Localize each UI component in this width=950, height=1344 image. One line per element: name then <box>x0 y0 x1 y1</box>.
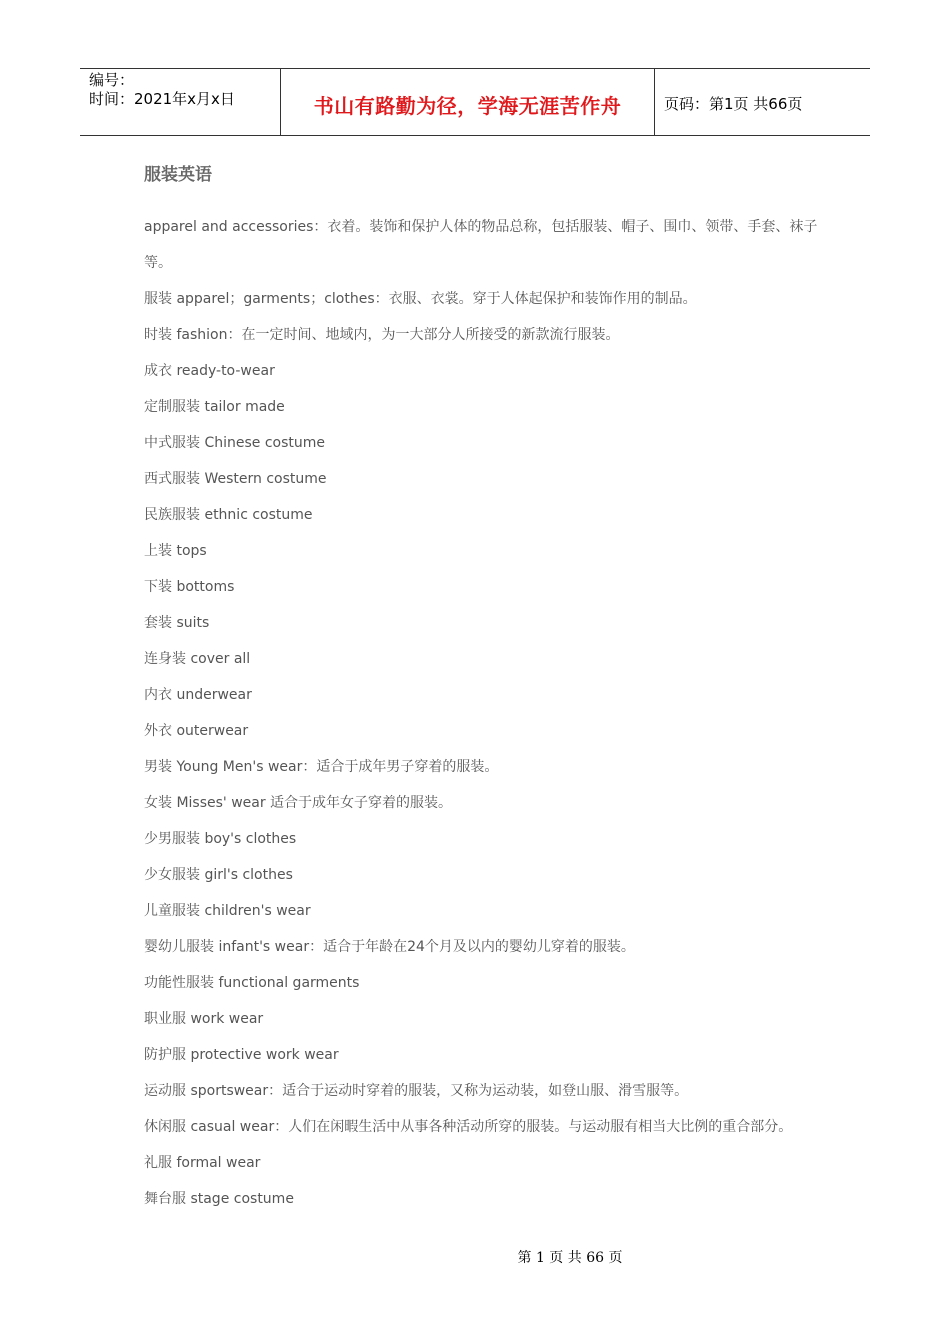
glossary-entry: 下装 bottoms <box>144 579 235 595</box>
glossary-entry: 连身装 cover all <box>144 651 251 667</box>
page-header <box>80 68 870 136</box>
glossary-entry: apparel and accessories：衣着。装饰和保护人体的物品总称，包括服装、帽子、围巾、领带、手套、袜子等。 <box>144 219 818 271</box>
glossary-entry: 儿童服装 children's wear <box>144 903 311 919</box>
glossary-entry: 外衣 outerwear <box>144 723 249 739</box>
glossary-entry: 男装 Young Men's wear：适合于成年男子穿着的服装。 <box>144 759 499 775</box>
glossary-entry: 少女服装 girl's clothes <box>144 867 293 883</box>
glossary-entry: 上装 tops <box>144 543 207 559</box>
page-footer: 第 1 页 共 66 页 <box>517 1250 623 1266</box>
glossary-list <box>144 209 824 1217</box>
glossary-entry: 时装 fashion：在一定时间、地域内，为一大部分人所接受的新款流行服装。 <box>144 327 620 343</box>
header-motto-cell <box>281 69 655 135</box>
glossary-entry: 婴幼儿服装 infant's wear：适合于年龄在24个月及以内的婴幼儿穿着的服装。 <box>144 939 635 955</box>
glossary-entry: 防护服 protective work wear <box>144 1047 339 1063</box>
glossary-entry: 民族服装 ethnic costume <box>144 507 313 523</box>
glossary-entry: 套装 suits <box>144 615 210 631</box>
motto-text: 书山有路勤为径，学海无涯苦作舟 <box>313 93 622 118</box>
glossary-entry: 运动服 sportswear：适合于运动时穿着的服装，又称为运动装，如登山服、滑雪服等。 <box>144 1083 689 1099</box>
glossary-entry: 礼服 formal wear <box>144 1155 261 1171</box>
code-label: 编号： <box>89 71 135 89</box>
glossary-entry: 西式服装 Western costume <box>144 471 327 487</box>
glossary-entry: 少男服装 boy's clothes <box>144 831 297 847</box>
glossary-entry: 女装 Misses' wear 适合于成年女子穿着的服装。 <box>144 795 453 811</box>
glossary-entry: 成衣 ready-to-wear <box>144 363 275 379</box>
glossary-entry: 定制服装 tailor made <box>144 399 285 415</box>
glossary-entry: 内衣 underwear <box>144 687 252 703</box>
date-label: 时间：2021年x月x日 <box>89 90 235 108</box>
glossary-entry: 功能性服装 functional garments <box>144 975 360 991</box>
header-meta-cell <box>80 69 281 135</box>
glossary-entry: 休闲服 casual wear：人们在闲暇生活中从事各种活动所穿的服装。与运动服有相当大比例的重合部分。 <box>144 1119 793 1135</box>
glossary-entry: 职业服 work wear <box>144 1011 264 1027</box>
document-title: 服装英语 <box>144 165 212 185</box>
header-page-cell <box>655 69 870 135</box>
glossary-entry: 舞台服 stage costume <box>144 1191 294 1207</box>
page-info: 页码：第1页 共66页 <box>664 94 803 113</box>
glossary-entry: 中式服装 Chinese costume <box>144 435 326 451</box>
glossary-entry: 服装 apparel；garments；clothes：衣服、衣裳。穿于人体起保护和装饰作用的制品。 <box>144 291 697 307</box>
